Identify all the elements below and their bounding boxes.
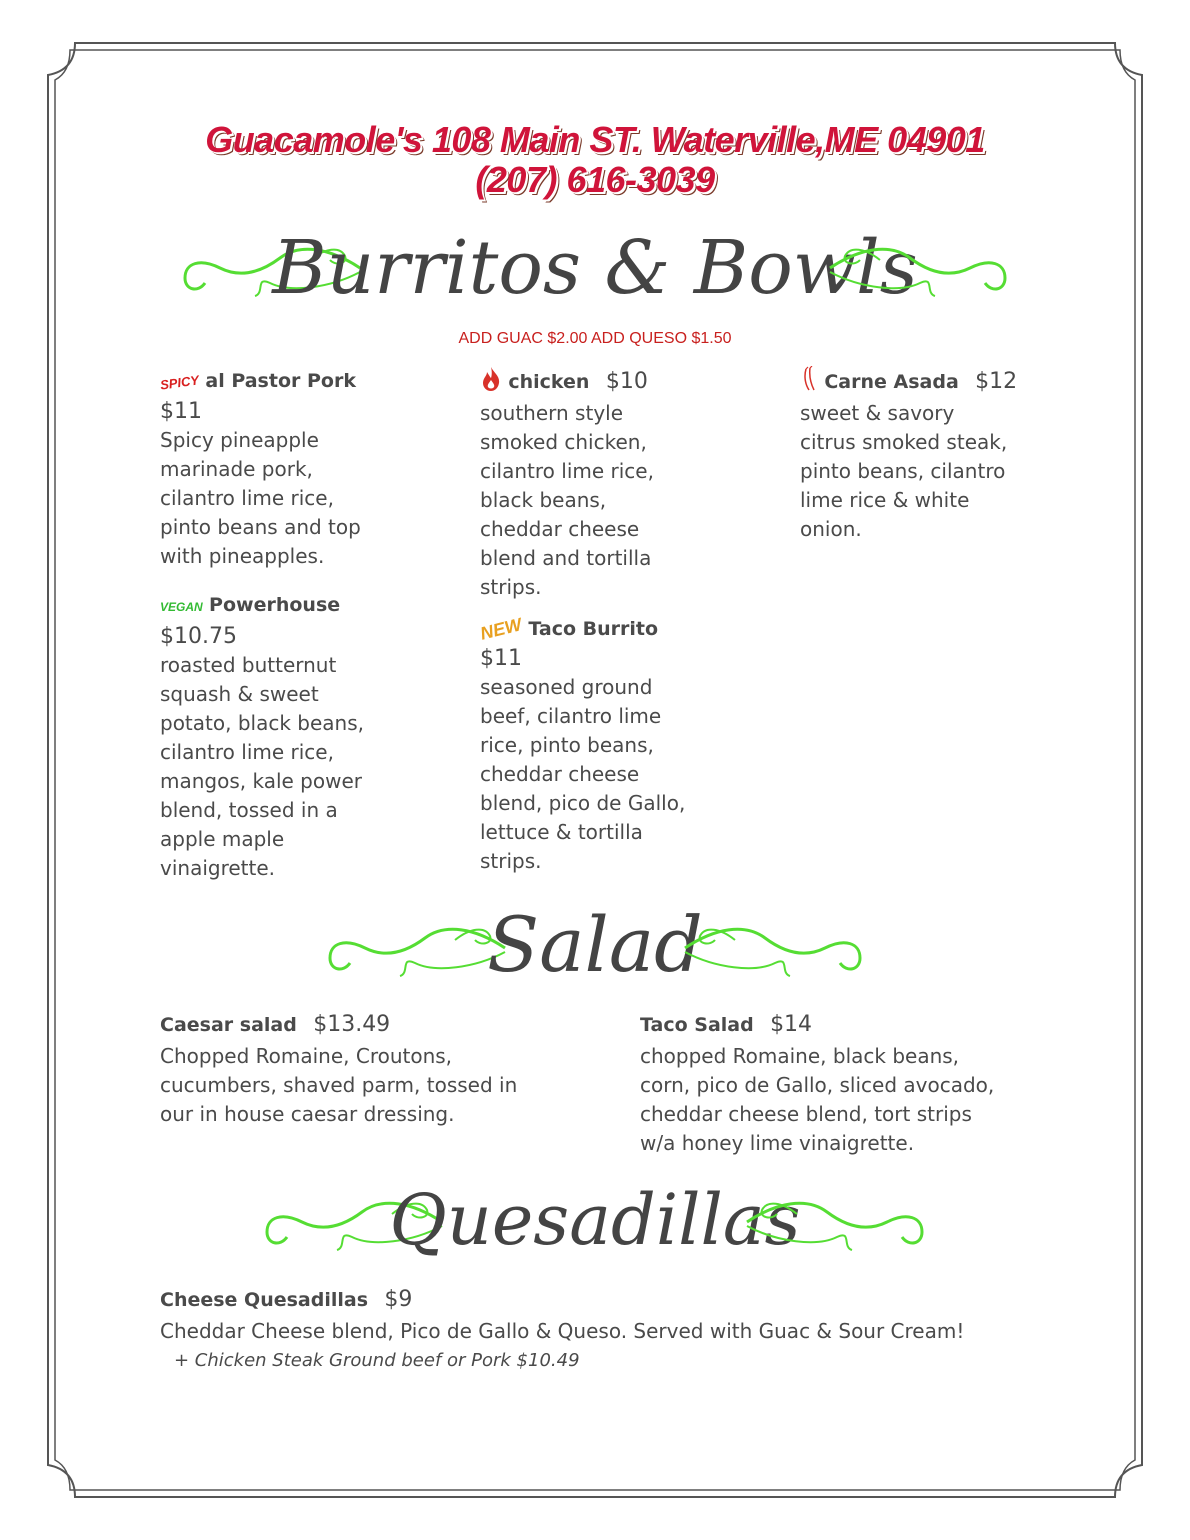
header-phone: (207) 616-3039 — [475, 159, 715, 200]
item-description: chopped Romaine, black beans, corn, pico de Gallo, sliced avocado, cheddar cheese blend, tort strips w/a honey lime vinaigrette. — [640, 1044, 995, 1155]
menu-item-cheese-quesadillas — [160, 1285, 1060, 1375]
spicy-badge: SPICY — [159, 372, 200, 393]
menu-item-caesar-salad — [160, 1010, 560, 1129]
item-addon-note: + Chicken Steak Ground beef or Pork $10.49 — [174, 1350, 580, 1371]
item-description: sweet & savory citrus smoked steak, pinto beans, cilantro lime rice & white onion. — [800, 401, 1008, 541]
section-title-burritos: Burritos & Bowls — [272, 225, 918, 311]
item-description: Spicy pineapple marinade pork, cilantro lime rice, pinto beans and top with pineapples. — [160, 428, 361, 568]
item-description: roasted butternut squash & sweet potato, black beans, cilantro lime rice, mangos, kale power blend, tossed in a apple maple vinaigrette. — [160, 653, 364, 880]
item-name: chicken — [508, 371, 590, 393]
item-description: Chopped Romaine, Croutons, cucumbers, shaved parm, tossed in our in house caesar dressing. — [160, 1044, 518, 1126]
menu-item-taco-burrito — [480, 614, 720, 876]
item-name: al Pastor Pork — [205, 370, 356, 392]
vegan-badge: VEGAN — [160, 600, 203, 614]
item-price: $14 — [770, 1012, 813, 1037]
right-flourish-icon — [742, 1192, 927, 1254]
item-price: $9 — [384, 1287, 413, 1312]
item-price: $10.75 — [160, 624, 237, 649]
item-price: $13.49 — [313, 1012, 391, 1037]
item-name: Caesar salad — [160, 1014, 297, 1036]
section-title-quesadillas: Quesadillas — [389, 1179, 801, 1261]
item-description: southern style smoked chicken, cilantro lime rice, black beans, cheddar cheese blend and tortilla strips. — [480, 401, 654, 599]
item-name: Taco Salad — [640, 1014, 754, 1036]
section-title-salad: Salad — [487, 900, 703, 989]
menu-item-carne-asada — [800, 366, 1050, 544]
item-price: $11 — [160, 399, 202, 424]
restaurant-header — [0, 120, 1190, 200]
item-price: $10 — [605, 369, 648, 394]
menu-item-powerhouse — [160, 590, 390, 883]
menu-item-al-pastor — [160, 366, 390, 571]
item-price: $11 — [480, 646, 522, 671]
item-name: Cheese Quesadillas — [160, 1289, 369, 1311]
item-description: seasoned ground beef, cilantro lime rice, pinto beans, cheddar cheese blend, pico de Gallo, lettuce & tortilla strips. — [480, 675, 686, 873]
new-badge: NEW — [478, 614, 524, 644]
item-name: Powerhouse — [209, 594, 341, 616]
right-flourish-icon — [825, 238, 1010, 300]
header-address: Guacamole's 108 Main ST. Waterville,ME 04901 — [205, 119, 985, 160]
item-description: Cheddar Cheese blend, Pico de Gallo & Queso. Served with Guac & Sour Cream! — [160, 1319, 965, 1343]
item-name: Taco Burrito — [528, 618, 659, 640]
right-flourish-icon — [680, 918, 865, 980]
flame-icon — [480, 366, 502, 392]
menu-item-chicken — [480, 366, 720, 602]
item-name: Carne Asada — [824, 371, 959, 393]
add-ons-note: ADD GUAC $2.00 ADD QUESO $1.50 — [458, 330, 732, 347]
chili-pepper-icon — [800, 366, 818, 392]
menu-item-taco-salad — [640, 1010, 1040, 1158]
item-price: $12 — [975, 369, 1018, 394]
